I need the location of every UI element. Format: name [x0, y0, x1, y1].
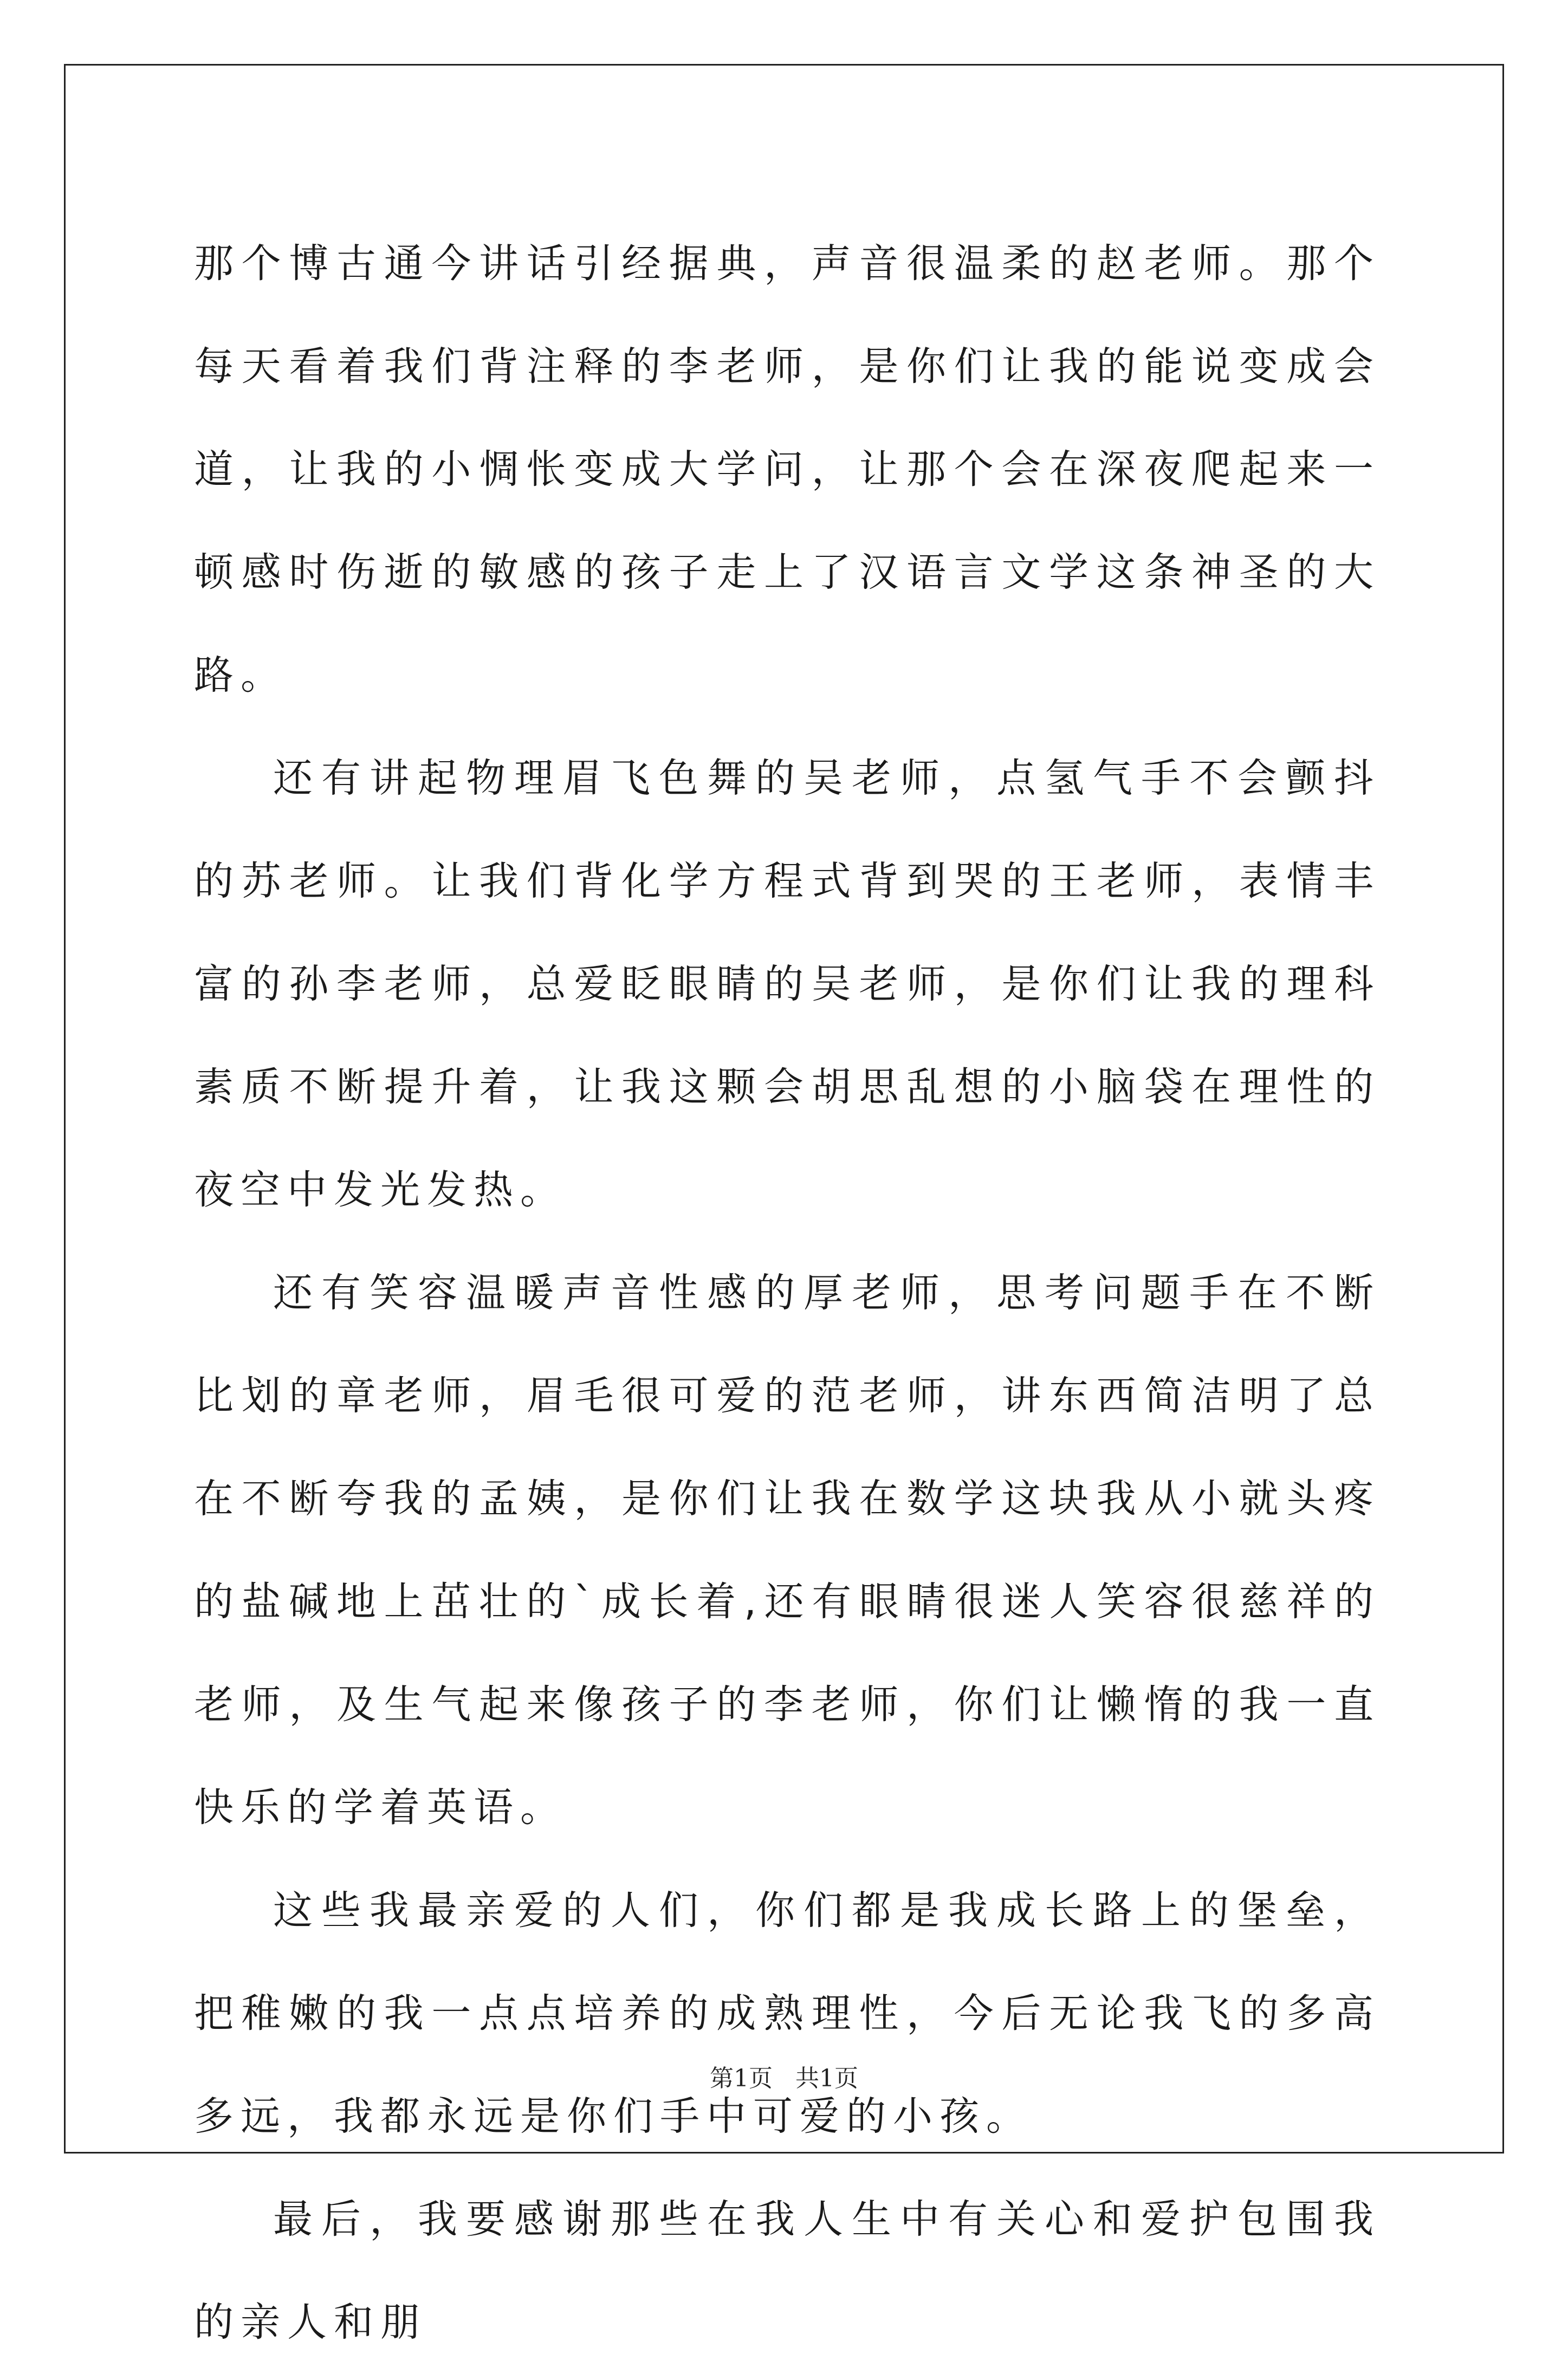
- paragraph-3: 还有笑容温暖声音性感的厚老师，思考问题手在不断比划的章老师，眉毛很可爱的范老师，讲东西简洁明了总在不断夸我的孟姨，是你们让我在数学这块我从小就头疼的盐碱地上茁壮的`成长着,还有眼睛很迷人笑容很慈祥的老师，及生气起来像孩子的李老师，你们让懒惰的我一直快乐的学着英语。: [194, 1270, 1381, 1831]
- paragraph-2: 还有讲起物理眉飞色舞的吴老师，点氢气手不会颤抖的苏老师。让我们背化学方程式背到哭的王老师，表情丰富的孙李老师，总爱眨眼睛的吴老师，是你们让我的理科素质不断提升着，让我这颗会胡思乱想的小脑袋在理性的夜空中发光发热。: [194, 755, 1381, 1213]
- document-body: [194, 212, 1381, 2374]
- paragraph-5: 最后，我要感谢那些在我人生中有关心和爱护包围我的亲人和朋: [194, 2196, 1381, 2345]
- paragraph-1: 那个博古通今讲话引经据典，声音很温柔的赵老师。那个每天看着我们背注释的李老师，是你们让我的能说变成会道，让我的小惆怅变成大学问，让那个会在深夜爬起来一顿感时伤逝的敏感的孩子走上了汉语言文学这条神圣的大路。: [194, 241, 1381, 698]
- paragraph-4: 这些我最亲爱的人们，你们都是我成长路上的堡垒，把稚嫩的我一点点培养的成熟理性，今后无论我飞的多高多远，我都永远是你们手中可爱的小孩。: [194, 1887, 1381, 2139]
- page-footer: 第1页 共1页: [710, 2065, 858, 2092]
